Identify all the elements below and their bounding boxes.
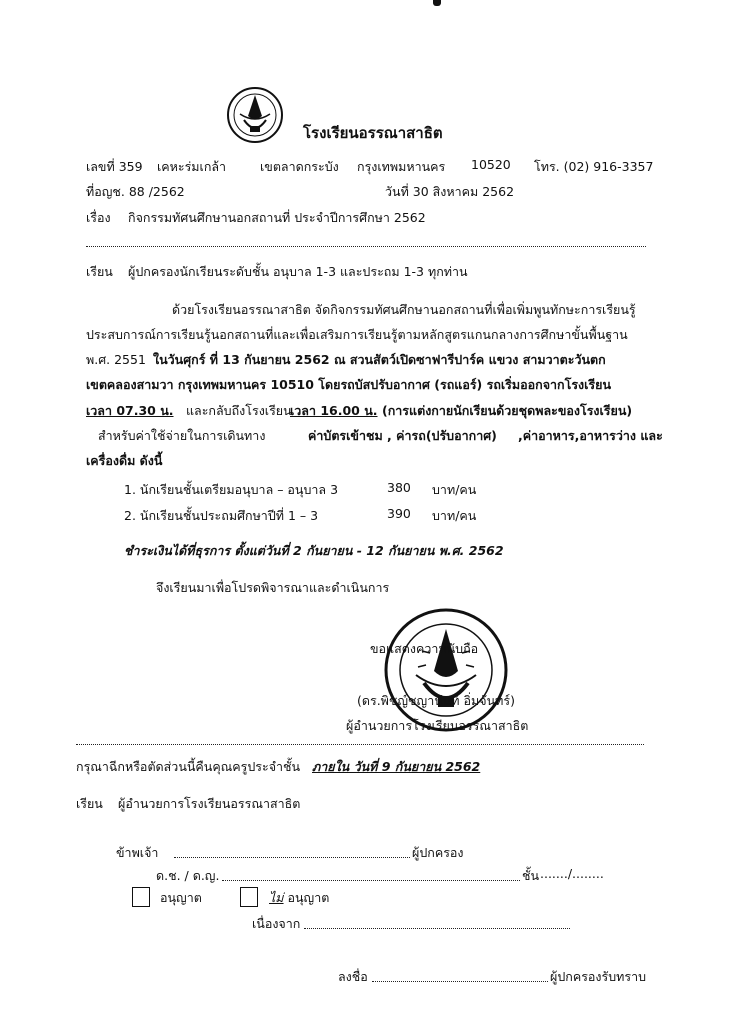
deny-label xyxy=(269,888,329,908)
return-time: เวลา 16.00 น. xyxy=(290,403,378,418)
body-line-3a: พ.ศ. 2551 xyxy=(86,352,146,367)
grade-blank[interactable]: ......./........ xyxy=(540,866,604,881)
body-line-6b: ค่าบัตรเข้าชม , ค่ารถ(ปรับอากาศ) xyxy=(308,428,497,443)
deny-checkbox[interactable] xyxy=(240,887,258,907)
address-number: เลขที่ 359 xyxy=(86,159,143,174)
allow-label: อนุญาต xyxy=(160,890,202,905)
fee-item-label: 2. นักเรียนชั้นประถมศึกษาปีที่ 1 – 3 xyxy=(124,508,319,523)
grade-label: ชั้น xyxy=(522,868,540,883)
body-line-6a: สำหรับค่าใช้จ่ายในการเดินทาง xyxy=(98,428,266,443)
letter-date: วันที่ 30 สิงหาคม 2562 xyxy=(385,184,515,199)
deny-prefix: ไม่ xyxy=(269,890,284,905)
closing-line: จึงเรียนมาเพื่อโปรดพิจารณาและดำเนินการ xyxy=(156,580,390,595)
subject-label: เรื่อง xyxy=(86,210,111,225)
sign-label: ลงชื่อ xyxy=(338,969,368,984)
address-postal: 10520 xyxy=(471,157,511,172)
body-line-4: เขตคลองสามวา กรุงเทพมหานคร 10510 โดยรถบัสปรับอากาศ (รถแอร์) รถเริ่มออกจากโรงเรียน xyxy=(86,377,612,392)
sign-suffix: ผู้ปกครองรับทราบ xyxy=(550,969,647,984)
address-phone: โทร. (02) 916-3357 xyxy=(534,159,654,174)
body-line-7: เครื่องดื่ม ดังนี้ xyxy=(86,453,163,468)
reason-blank[interactable] xyxy=(304,928,570,929)
guardian-label: ผู้ปกครอง xyxy=(412,845,464,860)
departure-time: เวลา 07.30 น. xyxy=(86,403,174,418)
signature-regards: ขอแสดงความนับถือ xyxy=(370,641,479,656)
salutation-text: ผู้ปกครองนักเรียนระดับชั้น อนุบาล 1-3 และประถม 1-3 ทุกท่าน xyxy=(128,264,468,279)
body-line-2: ประสบการณ์การเรียนรู้นอกสถานที่และเพื่อเสริมการเรียนรู้ตามหลักสูตรแกนกลางการศึกษาขั้นพื้นฐาน xyxy=(86,327,628,342)
school-logo-icon xyxy=(226,86,284,144)
reply-to-text: ผู้อำนวยการโรงเรียนอรรณาสาธิต xyxy=(118,796,301,811)
reply-to-label: เรียน xyxy=(76,796,103,811)
dress-code: (การแต่งกายนักเรียนด้วยชุดพละของโรงเรียน) xyxy=(382,403,633,418)
body-line-3b: ในวันศุกร์ ที่ 13 กันยายน 2562 ณ สวนสัตว์เปิดซาฟารีปาร์ค แขวง สามวาตะวันตก xyxy=(153,352,606,367)
student-name-blank[interactable] xyxy=(222,880,520,881)
student-label: ด.ช. / ด.ญ. xyxy=(156,868,220,883)
reply-deadline: ภายใน วันที่ 9 กันยายน 2562 xyxy=(312,759,481,774)
scan-mark xyxy=(433,0,441,6)
signature-title: ผู้อำนวยการโรงเรียนอรรณาสาธิต xyxy=(346,718,529,733)
subject-text: กิจกรรมทัศนศึกษานอกสถานที่ ประจำปีการศึกษา 2562 xyxy=(128,210,426,225)
body-line-6c: ,ค่าอาหาร,อาหารว่าง และ xyxy=(518,428,663,443)
school-name: โรงเรียนอรรณาสาธิต xyxy=(303,124,443,142)
fee-item-unit: บาท/คน xyxy=(432,508,477,523)
separator-dotted xyxy=(86,246,646,247)
reply-instruction: กรุณาฉีกหรือตัดส่วนนี้คืนคุณครูประจำชั้น xyxy=(76,759,301,774)
deny-suffix: อนุญาต xyxy=(283,890,330,905)
reply-i-label: ข้าพเจ้า xyxy=(116,845,159,860)
salutation-label: เรียน xyxy=(86,264,113,279)
body-line-1: ด้วยโรงเรียนอรรณาสาธิต จัดกิจกรรมทัศนศึกษานอกสถานที่เพื่อเพิ่มพูนทักษะการเรียนรู้ xyxy=(172,302,636,317)
tear-line xyxy=(76,744,644,745)
body-line-5b: และกลับถึงโรงเรียน xyxy=(186,403,292,418)
sign-blank[interactable] xyxy=(372,981,548,982)
address-district: เขตลาดกระบัง xyxy=(260,159,339,174)
guardian-name-blank[interactable] xyxy=(174,857,410,858)
fee-item-amount: 380 xyxy=(387,480,411,495)
address-city: กรุงเทพมหานคร xyxy=(357,159,446,174)
fee-item-unit: บาท/คน xyxy=(432,482,477,497)
signature-name: (ดร.พิชญ์ชญานันท์ อิ่มจันทร์) xyxy=(357,693,515,708)
payment-note: ชำระเงินได้ที่ธุรการ ตั้งแต่วันที่ 2 กันยายน - 12 กันยายน พ.ศ. 2562 xyxy=(124,543,504,558)
reference-number: ที่อญช. 88 /2562 xyxy=(86,184,185,199)
address-street: เคหะร่มเกล้า xyxy=(157,159,227,174)
allow-checkbox[interactable] xyxy=(132,887,150,907)
reason-label: เนื่องจาก xyxy=(252,916,301,931)
fee-item-label: 1. นักเรียนชั้นเตรียมอนุบาล – อนุบาล 3 xyxy=(124,482,339,497)
fee-item-amount: 390 xyxy=(387,506,411,521)
